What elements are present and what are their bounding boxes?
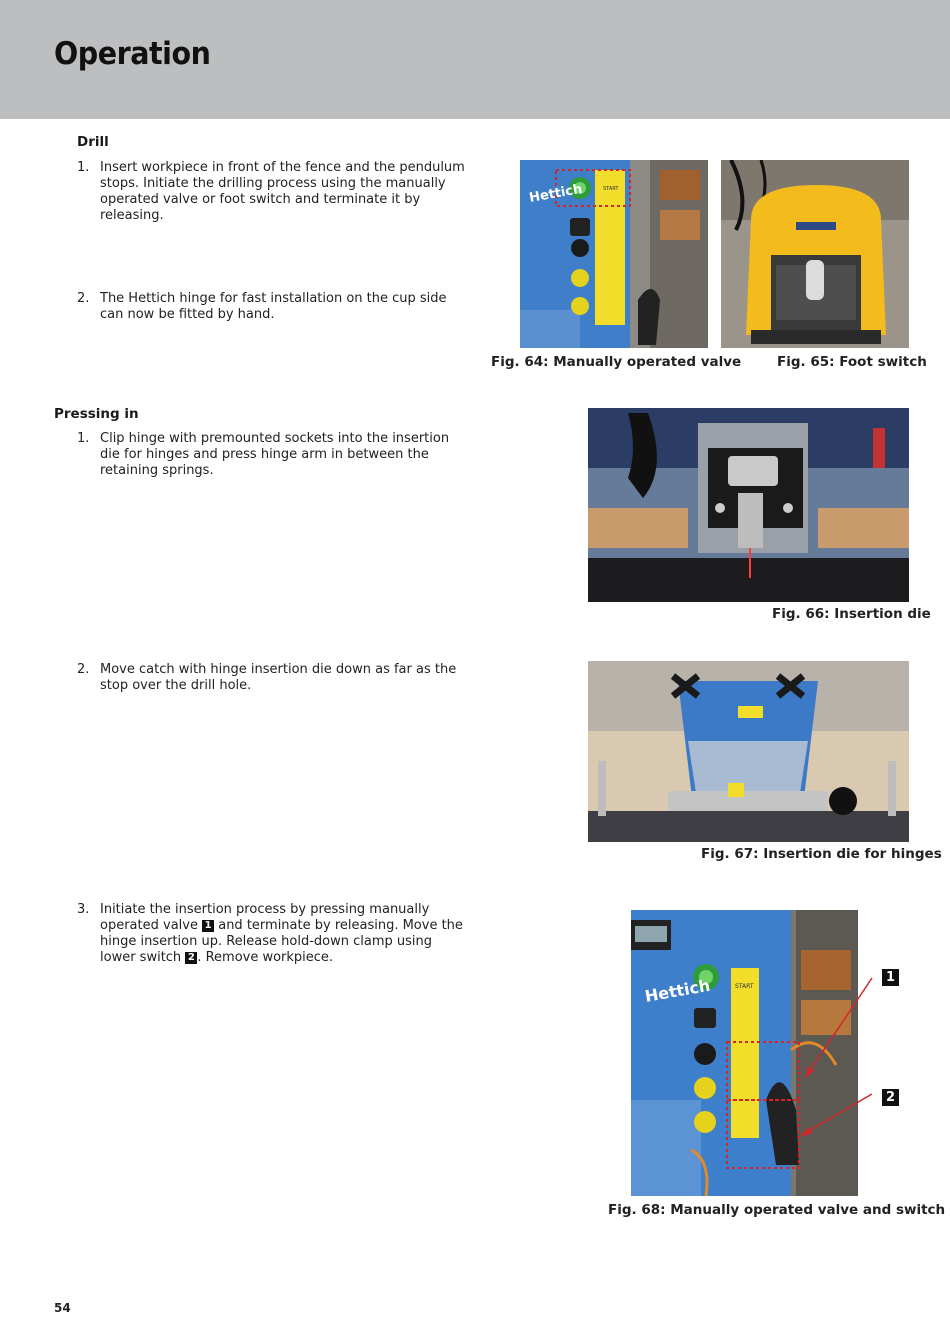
page-title: Operation [54,36,211,72]
step-text-part: Initiate the insertion process by pressing manually operated valve [100,902,430,933]
drill-heading: Drill [77,134,109,150]
step-text-part: . Remove workpiece. [197,950,334,965]
step-text: Insert workpiece in front of the fence and the pendulum stops. Initiate the drilling process using the manually operated valve or foot switch and terminate it by releasing. [100,160,465,223]
fig65-caption: Fig. 65: Foot switch [777,354,927,370]
callout-arrow-2 [800,1127,812,1136]
marker-1: 1 [882,969,899,986]
marker-2: 2 [882,1089,899,1106]
step-text: The Hettich hinge for fast installation on the cup side can now be fitted by hand. [100,291,447,322]
marker-2-inline: 2 [185,952,197,964]
fig66-caption: Fig. 66: Insertion die [772,606,931,622]
page-number: 54 [54,1301,71,1315]
step-number: 1. [77,431,90,446]
fig68-caption: Fig. 68: Manually operated valve and switch [608,1202,946,1218]
pressing-heading: Pressing in [54,406,139,422]
callout-line-2 [800,1094,872,1136]
step-number: 2. [77,291,90,306]
step-text: Move catch with hinge insertion die down as far as the stop over the drill hole. [100,662,457,693]
step-number: 3. [77,902,90,917]
fig64-photo [520,160,708,348]
callout-line-1 [805,978,872,1078]
step-text [100,902,470,966]
page-header [0,0,950,119]
fig64-caption: Fig. 64: Manually operated valve [491,354,742,370]
photo-brand-label: Hettich [528,181,584,206]
step-text: Clip hinge with premounted sockets into the insertion die for hinges and press hinge arm in between the retaining springs. [100,431,450,478]
photo-start-label: START [603,186,619,192]
step-number: 2. [77,662,90,677]
fig67-photo [588,661,909,842]
step-number: 1. [77,160,90,175]
photo-brand-label-2: Hettich [643,975,712,1006]
marker-1-inline: 1 [202,920,214,932]
fig67-caption: Fig. 67: Insertion die for hinges [701,846,942,862]
step-text-part: and terminate by releasing. Move the hinge insertion up. Release hold-down clamp using lower switch [100,918,463,965]
fig66-photo [588,408,909,602]
fig65-photo [721,160,909,348]
callout-lines [780,970,890,1170]
photo-start-label-2: START [735,983,754,990]
